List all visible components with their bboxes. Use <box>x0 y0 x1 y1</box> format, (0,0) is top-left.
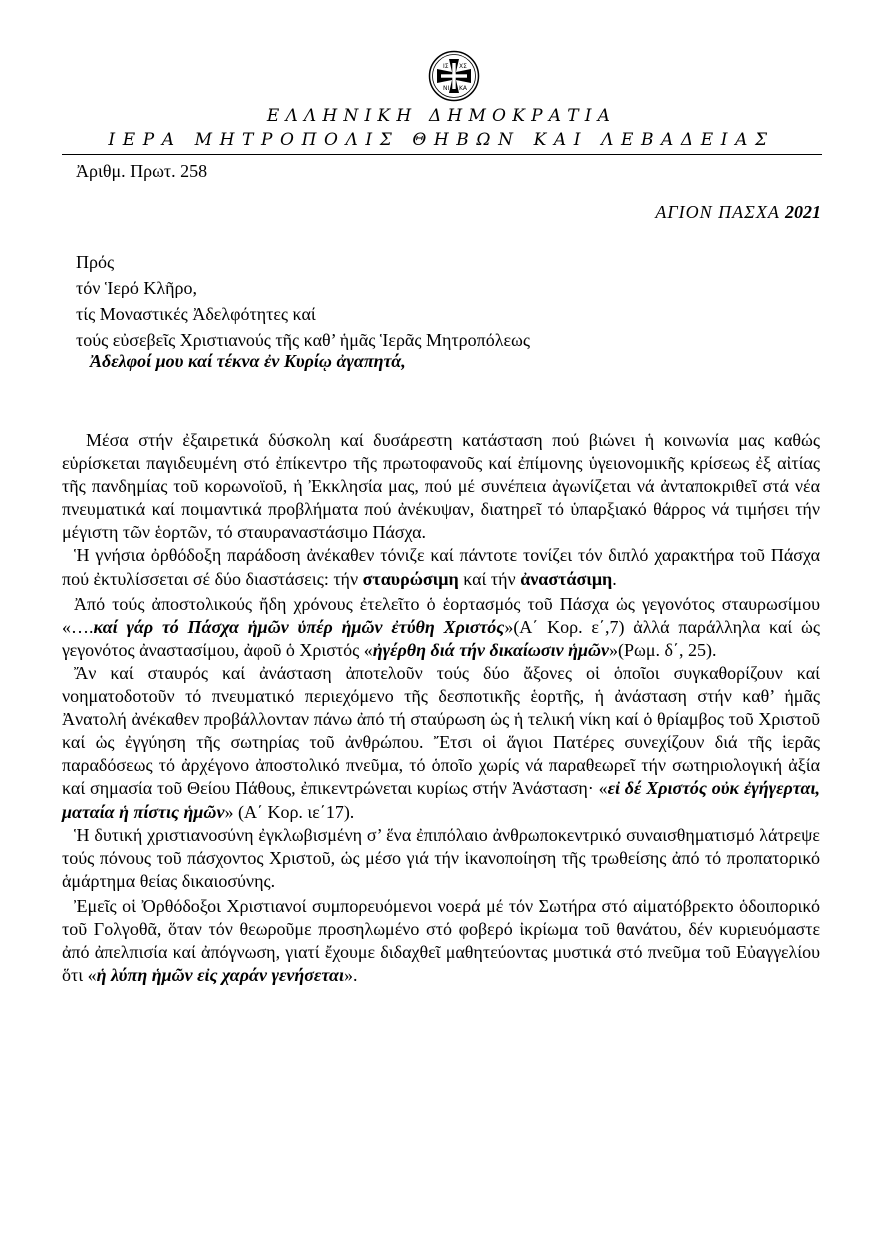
svg-text:ΙΣ: ΙΣ <box>443 63 449 70</box>
emphasis-resurrection: ἀναστάσιμη <box>520 568 613 589</box>
text-run: Ἡ γνήσια ὀρθόδοξη παράδοση ἀνέκαθεν τόνιζε καί πάντοτε τονίζει τόν διπλό χαρακτήρα τοῦ Πάσχα πού ἐκτυλίσσεται σέ δύο διαστάσεις: τήν <box>62 545 820 589</box>
paragraph-3 <box>62 593 820 662</box>
text-run: » (Α΄ Κορ. ιε΄17). <box>224 801 355 822</box>
svg-text:ΚΑ: ΚΑ <box>459 85 468 92</box>
header-state-name: ΕΛΛΗΝΙΚΗ ΔΗΜΟΚΡΑΤΙΑ <box>266 106 617 126</box>
scripture-quote: εἰ δέ Χριστός οὐκ ἐγήγερται, ματαία ἡ πίστις ἡμῶν <box>62 778 820 822</box>
text-run: ». <box>344 965 358 986</box>
date-label: ΑΓΙΟΝ ΠΑΣΧΑ <box>655 202 780 222</box>
paragraph-2 <box>62 544 820 590</box>
salutation: Ἀδελφοί μου καί τέκνα ἐν Κυρίῳ ἀγαπητά, <box>90 351 406 371</box>
scripture-quote: ἠγέρθη διά τήν δικαίωσιν ἡμῶν <box>372 639 610 660</box>
metropolis-cross-seal-icon <box>428 50 480 102</box>
letter-body <box>62 429 820 987</box>
paragraph-6 <box>62 895 820 987</box>
text-run: Ἄν καί σταυρός καί ἀνάσταση ἀποτελοῦν τούς δύο ἄξονες οἱ ὁποῖοι συγκαθορίζουν καί νοηματοδοτοῦν τό πνευματικό περιεχόμενο τῆς δεσποτικῆς ἑορτῆς, ἡ ἀνάσταση στήν καθ’ ἡμᾶς Ἀνατολή ἀνέκαθεν προβάλλονταν πάνω ἀπό τή σταύρωση ὡς ἡ τελική νίκη καί ὁ θρίαμβος τοῦ Χριστοῦ καί ὡς ἐγγύηση τῆς σωτηρίας τοῦ ἀνθρώπου. Ἔτσι οἱ ἅγιοι Πατέρες συνεχίζουν διά τῆς ἱερᾶς παραδόσεως τό ἀρχέγονο ἀποστολικό πνεῦμα, τό ὁποῖο χωρίς νά παραθεωρεῖ τήν σωτηριολογική ἀξία καί σημασία τοῦ Θείου Πάθους, ἐπικεντρώνεται κυρίως στήν Ἀνάσταση· « <box>62 662 820 799</box>
recipients-block <box>76 249 530 353</box>
paragraph-5: Ἡ δυτική χριστιανοσύνη ἐγκλωβισμένη σ’ ἕνα ἐπιπόλαιο ἀνθρωποκεντρικό συναισθηματισμό λάτρεψε τούς πόνους τοῦ πάσχοντος Χριστοῦ, ὡς μέσο γιά τήν ἱκανοποίηση τῆς τρωθείσης ἀπό τό προπατορικό ἁμάρτημα θείας δικαιοσύνης. <box>62 824 820 891</box>
date-year: 2021 <box>785 202 821 222</box>
scripture-quote: ἡ λύπη ἡμῶν εἰς χαράν γενήσεται <box>96 965 345 986</box>
paragraph-1: Μέσα στήν ἐξαιρετικά δύσκολη καί δυσάρεστη κατάσταση πού βιώνει ἡ κοινωνία μας καθώς εὑρίσκεται παγιδευμένη στό ἐπίκεντρο τῆς πρωτοφανοῦς καί ἐπίμονης ὑγειονομικῆς κρίσεως ἐξ αἰτίας τῆς πανδημίας τοῦ κορωνοϊοῦ, ἡ Ἐκκλησία μας, πού μέ συνέπεια ἀγωνίζεται νά ἀνταποκριθεῖ στά νέα πνευματικά καί ποιμαντικά προβλήματα πού ἀνέκυψαν, διατηρεῖ τό ὑπαρξιακό θάρρος νά τιμήσει τήν μέγιστη τῶν ἑορτῶν, τό σταυραναστάσιμο Πάσχα. <box>62 430 820 543</box>
svg-text:ΝΙ: ΝΙ <box>443 85 450 92</box>
text-run: καί τήν <box>458 568 521 589</box>
emphasis-crucifixion: σταυρώσιμη <box>362 568 459 589</box>
protocol-number: Ἀριθμ. Πρωτ. 258 <box>76 161 208 181</box>
text-run: Ἐμεῖς οἱ Ὀρθόδοξοι Χριστιανοί συμπορευόμενοι νοερά μέ τόν Σωτήρα στό αἱματόβρεκτο ὁδοιπορικό τοῦ Γολγοθᾶ, ὅταν τόν θεωροῦμε προσηλωμένο στό φοβερό ἰκρίωμα τοῦ θανάτου, δέν κυριευόμαστε ἀπό ἀπελπισία καί ἀπόγνωση, γιατί ἔχουμε διδαχθεῖ μαθητεύοντας μυστικά στό πνεῦμα τοῦ Εὐαγγελίου ὅτι « <box>62 895 820 986</box>
header-metropolis-name: ΙΕΡΑ ΜΗΤΡΟΠΟΛΙΣ ΘΗΒΩΝ ΚΑΙ ΛΕΒΑΔΕΙΑΣ <box>108 130 775 150</box>
paragraph-4 <box>62 662 820 824</box>
text-run: »(Α΄ Κορ. ε΄,7) ἀλλά παράλληλα καί ὡς γεγονότος ἀναστασίμου, ἀφοῦ ὁ Χριστός « <box>62 616 821 660</box>
recipient-line: τίς Μοναστικές Ἀδελφότητες καί <box>76 304 316 324</box>
text-run: . <box>612 568 617 589</box>
text-run: Ἀπό τούς ἀποστολικούς ἤδη χρόνους ἐτελεῖτο ὁ ἑορτασμός τοῦ Πάσχα ὡς γεγονότος σταυρωσίμου «…. <box>62 593 820 637</box>
svg-text:ΧΣ: ΧΣ <box>459 63 467 70</box>
recipient-line: τόν Ἱερό Κλῆρο, <box>76 278 197 298</box>
text-run: »(Ρωμ. δ΄, 25). <box>609 639 717 660</box>
document-date <box>655 202 821 223</box>
scripture-quote: καί γάρ τό Πάσχα ἡμῶν ὑπέρ ἡμῶν ἐτύθη Χριστός <box>93 616 505 637</box>
recipient-line: τούς εὐσεβεῖς Χριστιανούς τῆς καθ’ ἡμᾶς Ἱερᾶς Μητροπόλεως <box>76 330 530 350</box>
recipient-line: Πρός <box>76 252 115 272</box>
header-divider <box>62 154 822 155</box>
